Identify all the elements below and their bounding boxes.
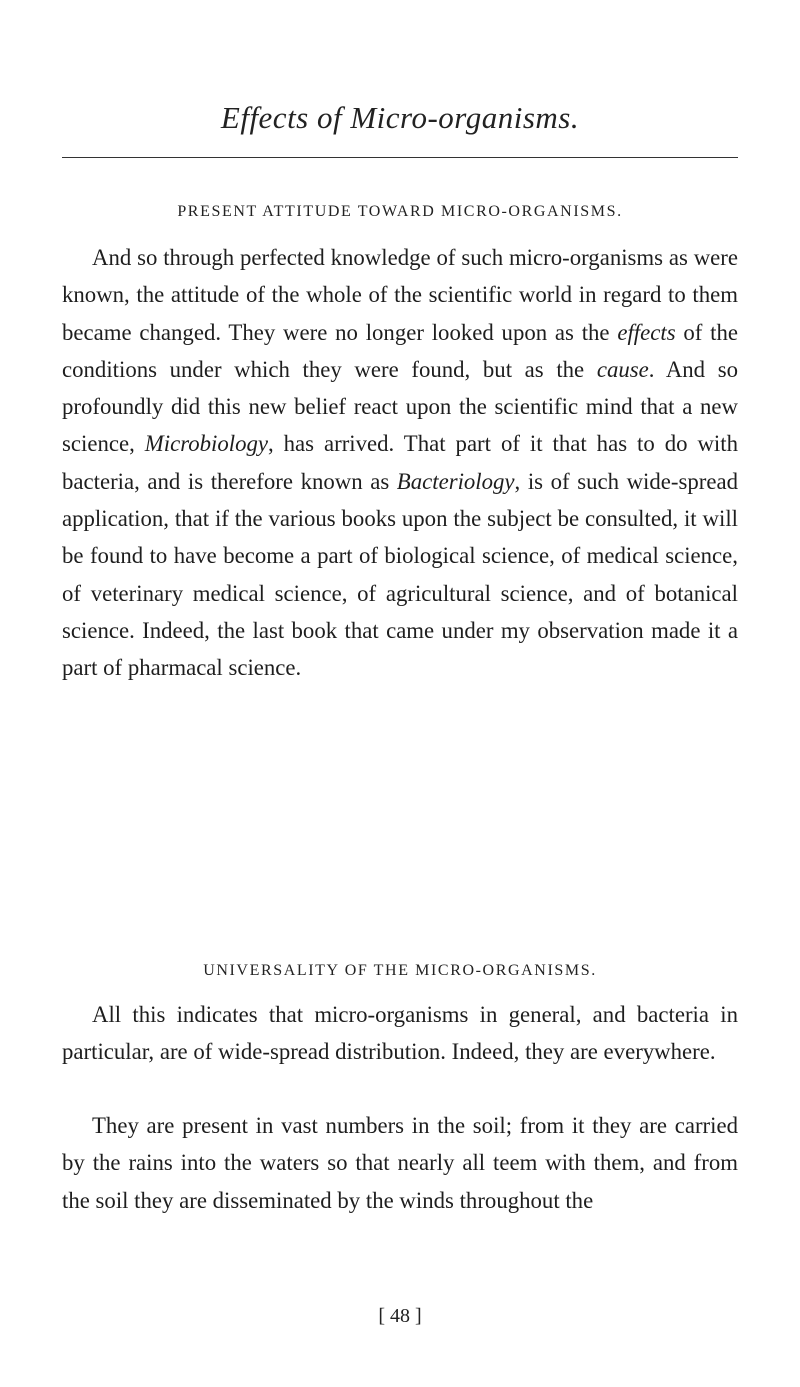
text-run: They are present in vast numbers in the soil; from it they are carried by the rains into the waters so that nearly all teem with them, and from the soil they are disseminated by the winds throughout the: [62, 1113, 738, 1213]
text-run: , is of such wide-spread application, that if the various books upon the subject be consulted, it will be found to have become a part of biological science, of medical science, of veterinary medical science, of agricultural science, and of botanical science. Indeed, the last book that came under my observation made it a part of pharmacal science.: [62, 468, 738, 681]
paragraph-universality: [62, 996, 738, 1071]
section-heading-present-attitude: PRESENT ATTITUDE TOWARD MICRO-ORGANISMS.: [177, 203, 623, 220]
italic-term-microbiology: Microbiology: [144, 431, 268, 457]
page-number: [ 48 ]: [378, 1305, 422, 1327]
paragraph-present-attitude: [62, 239, 738, 687]
italic-term-cause: cause: [596, 356, 649, 382]
running-head: Effects of Micro-organisms.: [220, 100, 580, 135]
italic-term-bacteriology: Bacteriology: [396, 468, 515, 494]
text-run: . And so profoundly did this new belief react upon the scientific mind that a new science,: [62, 356, 738, 457]
section-heading-universality: UNIVERSALITY OF THE MICRO-ORGANISMS.: [203, 962, 597, 979]
text-run: of the conditions under which they were found, but as the: [62, 319, 738, 382]
text-run: , has arrived. That part of it that has to do with bacteria, and is therefore known as: [62, 431, 739, 494]
text-run: All this indicates that micro-organisms in general, and bacteria in particular, are of wide-spread distribution. Indeed, they are everywhere.: [62, 1002, 738, 1065]
paragraph-distribution: [62, 1107, 738, 1219]
italic-term-effects: effects: [617, 319, 676, 345]
header-rule: [62, 157, 738, 158]
text-run: And so through perfected knowledge of such micro-organisms as were known, the attitude of the whole of the scientific world in regard to them became changed. They were no longer looked upon as the: [62, 245, 738, 345]
